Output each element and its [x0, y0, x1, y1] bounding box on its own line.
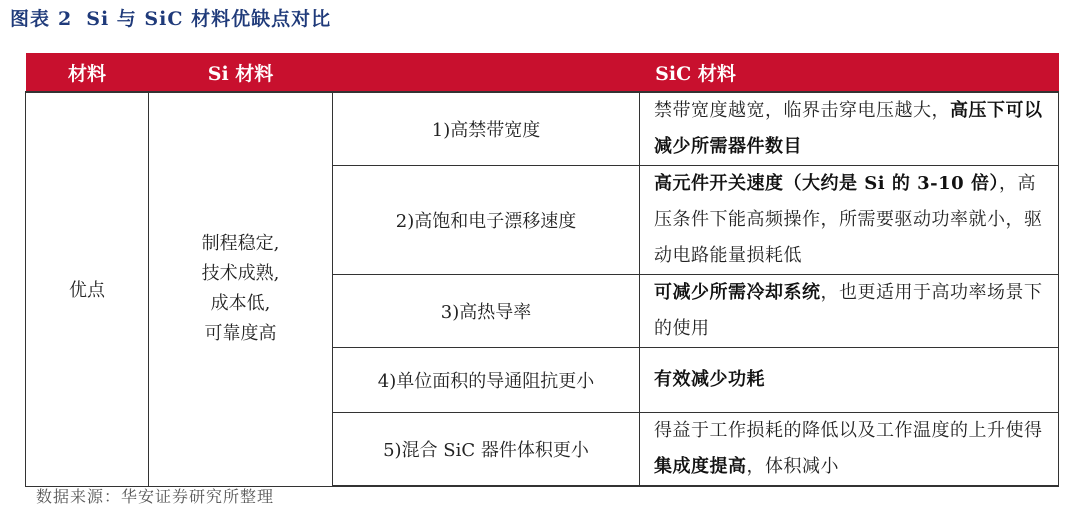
description-text: ，高压条件下能高频操作，所需要驱动功率就小，驱动电路能量损耗低: [654, 173, 1043, 266]
property-cell: 5)混合 SiC 器件体积更小: [333, 413, 640, 487]
header-si: Si 材料: [149, 53, 333, 92]
figure-title-text: Si 与 SiC 材料优缺点对比: [86, 8, 332, 30]
category-cell: 优点: [26, 92, 149, 486]
source-note: 数据来源：华安证券研究所整理: [36, 487, 275, 506]
property-cell: 3)高热导率: [333, 275, 640, 348]
description-text: ，体积减小: [746, 456, 839, 477]
description-text: ，也更适用于高功率场景下的使用: [654, 282, 1043, 339]
si-advantage-item: 技术成熟,: [201, 263, 280, 285]
description-emphasis: 可减少所需冷却系统: [654, 282, 821, 303]
si-advantages-cell: [149, 92, 333, 486]
figure-title: [10, 2, 331, 36]
description-emphasis: 高压下可以减少所需器件数目: [654, 100, 1043, 157]
description-cell: [640, 348, 1059, 413]
si-advantage-item: 制程稳定,: [201, 233, 280, 255]
si-advantage-item: 可靠度高: [204, 323, 277, 345]
description-text: 禁带宽度越宽，临界击穿电压越大，: [654, 100, 950, 121]
header-material: 材料: [26, 53, 149, 92]
si-advantage-item: 成本低,: [210, 293, 271, 315]
figure-number: 2: [58, 8, 73, 30]
description-cell: [640, 275, 1059, 348]
property-cell: 4)单位面积的导通阻抗更小: [333, 348, 640, 413]
description-cell: [640, 413, 1059, 487]
description-text: 得益于工作损耗的降低以及工作温度的上升使得: [654, 420, 1043, 441]
description-emphasis: 高元件开关速度（大约是 Si 的 3-10 倍）: [654, 173, 999, 194]
header-sic: SiC 材料: [333, 53, 1059, 92]
figure-label: 图表: [10, 8, 51, 30]
comparison-table: [25, 53, 1059, 487]
description-cell: [640, 92, 1059, 166]
property-cell: 1)高禁带宽度: [333, 92, 640, 166]
description-emphasis: 集成度提高: [654, 456, 747, 477]
table-header-row: [26, 53, 1059, 92]
property-cell: 2)高饱和电子漂移速度: [333, 166, 640, 275]
table-row: [26, 92, 1059, 166]
description-cell: [640, 166, 1059, 275]
description-emphasis: 有效减少功耗: [654, 369, 765, 390]
